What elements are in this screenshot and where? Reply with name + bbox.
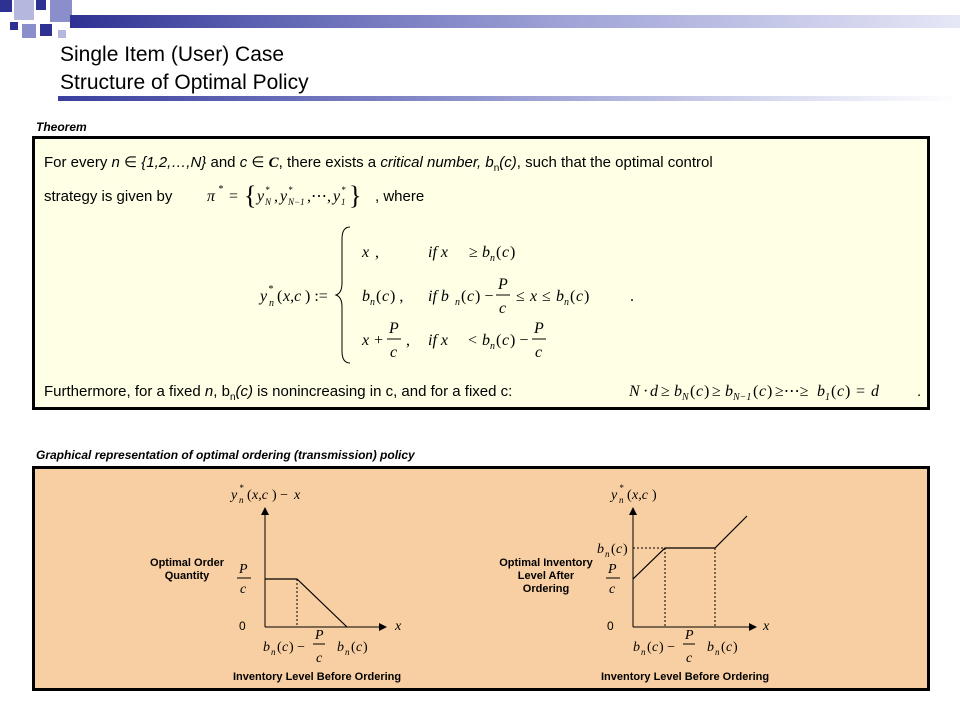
svg-text:*: * <box>239 483 244 493</box>
definition-trailing-dot: . <box>630 288 634 305</box>
svg-text:if b: if b <box>428 288 449 305</box>
left-x-axis-label: x <box>395 619 402 634</box>
svg-text:+: + <box>374 332 384 349</box>
svg-text:*: * <box>265 185 270 195</box>
svg-text:) −: ) − <box>510 332 529 349</box>
svg-text:): ) <box>510 244 516 261</box>
svg-text:y: y <box>231 488 238 503</box>
svg-text:b: b <box>482 244 490 261</box>
svg-text:n: n <box>269 298 274 309</box>
svg-text:d: d <box>650 383 658 400</box>
svg-text:): ) <box>652 488 657 503</box>
svg-text:P: P <box>239 562 248 577</box>
right-x-tick-2 <box>707 640 738 657</box>
svg-text:) −: ) − <box>289 640 306 655</box>
svg-text:c: c <box>726 640 733 655</box>
svg-text:,⋯,: ,⋯, <box>307 188 331 205</box>
header-square <box>10 22 18 30</box>
svg-text:(: ( <box>831 383 837 400</box>
svg-text:b: b <box>263 640 270 655</box>
svg-text:1: 1 <box>341 197 346 207</box>
svg-text:π: π <box>207 188 216 205</box>
svg-text:n: n <box>370 297 375 308</box>
right-zero-label: 0 <box>607 619 614 633</box>
svg-text:(: ( <box>611 542 616 557</box>
svg-text:b: b <box>674 383 682 400</box>
svg-text:x,c: x,c <box>632 488 648 503</box>
svg-text:): ) <box>733 640 738 655</box>
svg-text:P: P <box>608 562 617 577</box>
svg-text:(: ( <box>247 488 252 503</box>
svg-text:d: d <box>871 383 879 400</box>
svg-text:x: x <box>294 488 301 503</box>
svg-text:(: ( <box>753 383 759 400</box>
theorem-end-dot: . <box>917 383 922 400</box>
right-x-caption: Inventory Level Before Ordering <box>601 671 770 683</box>
theorem-where: , where <box>375 188 425 205</box>
svg-text:x: x <box>362 244 370 261</box>
svg-text:b: b <box>362 288 370 305</box>
svg-text:n: n <box>490 341 495 352</box>
svg-text:(: ( <box>277 288 283 305</box>
svg-text:P: P <box>315 628 324 643</box>
title-underline <box>58 96 960 101</box>
svg-text:(: ( <box>570 288 576 305</box>
svg-text:(: ( <box>461 288 467 305</box>
header-square <box>40 24 52 36</box>
svg-text:*: * <box>619 483 624 493</box>
svg-text:y: y <box>260 288 268 305</box>
svg-text:x,c: x,c <box>252 488 268 503</box>
svg-text:(: ( <box>496 244 502 261</box>
svg-text:if x: if x <box>428 332 448 349</box>
right-y-tick-pc <box>606 562 620 597</box>
header-square <box>36 0 46 10</box>
svg-text:x: x <box>362 332 370 349</box>
svg-text:): ) <box>767 383 773 400</box>
svg-text:c: c <box>282 640 289 655</box>
svg-text:*: * <box>288 185 293 195</box>
svg-text:c: c <box>240 582 247 597</box>
svg-text:): ) <box>704 383 710 400</box>
svg-text:n: n <box>271 647 276 657</box>
left-x-caption: Inventory Level Before Ordering <box>233 671 402 683</box>
svg-text:,: , <box>375 244 379 261</box>
svg-text:N: N <box>265 197 272 207</box>
svg-text:*: * <box>268 284 273 295</box>
left-zero-label: 0 <box>239 619 246 633</box>
svg-text:c: c <box>686 651 693 666</box>
svg-text:): ) <box>584 288 590 305</box>
svg-text:n: n <box>619 495 624 505</box>
right-x-tick-1 <box>633 628 695 666</box>
svg-text:) :=: ) := <box>305 288 328 305</box>
slide-title-line2: Structure of Optimal Policy <box>60 71 309 94</box>
svg-text:y: y <box>257 188 265 205</box>
svg-text:c: c <box>837 383 845 400</box>
svg-text:b: b <box>337 640 344 655</box>
svg-text:b: b <box>633 640 640 655</box>
right-y-tick-b <box>597 542 628 559</box>
svg-text:(: ( <box>690 383 696 400</box>
svg-text:N: N <box>682 392 689 403</box>
svg-text:,: , <box>274 188 278 205</box>
svg-text:(: ( <box>647 640 652 655</box>
svg-text:c: c <box>502 332 510 349</box>
svg-text:c: c <box>652 640 659 655</box>
svg-text:n: n <box>345 647 350 657</box>
svg-text:): ) <box>623 542 628 557</box>
svg-text:c: c <box>616 542 623 557</box>
svg-text:y: y <box>333 188 341 205</box>
right-x-axis-label: x <box>763 619 770 634</box>
header-square <box>50 0 72 22</box>
svg-text:N: N <box>629 383 640 400</box>
right-graph-svg <box>35 469 927 688</box>
svg-text:}: } <box>349 181 362 210</box>
svg-text:) ,: ) , <box>390 288 404 305</box>
svg-text:(: ( <box>351 640 356 655</box>
svg-text:(: ( <box>627 488 632 503</box>
svg-text:n: n <box>715 647 720 657</box>
svg-text:c: c <box>759 383 767 400</box>
svg-text:) −: ) − <box>475 288 494 305</box>
svg-text:c: c <box>316 651 323 666</box>
svg-text:c: c <box>609 582 616 597</box>
svg-text:c: c <box>499 300 507 317</box>
svg-text:b: b <box>817 383 825 400</box>
svg-text:·: · <box>643 383 649 400</box>
policy-formula <box>203 177 383 213</box>
svg-text:<: < <box>468 332 478 349</box>
svg-text:b: b <box>725 383 733 400</box>
slide-title-line1: Single Item (User) Case <box>60 43 285 66</box>
monotonicity-chain <box>627 375 927 405</box>
svg-text:,: , <box>406 332 410 349</box>
svg-text:b: b <box>556 288 564 305</box>
svg-text:): ) <box>363 640 368 655</box>
right-y-title <box>609 483 657 505</box>
svg-text:c: c <box>576 288 584 305</box>
svg-text:c: c <box>356 640 363 655</box>
header-square <box>14 0 34 20</box>
piecewise-definition <box>250 219 650 369</box>
left-y-label: Optimal Order Quantity <box>150 557 224 582</box>
svg-text:(: ( <box>277 640 282 655</box>
svg-text:x: x <box>530 288 538 305</box>
svg-text:n: n <box>239 495 244 505</box>
svg-text:P: P <box>498 276 508 293</box>
svg-text:n: n <box>605 549 610 559</box>
svg-text:(: ( <box>376 288 382 305</box>
header-square <box>0 0 12 12</box>
svg-text:*: * <box>218 184 223 195</box>
theorem-line-last: Furthermore, for a fixed n, $b_n(c)$ is nonincreasing in c, and for a fixed c: <box>44 383 513 403</box>
header-square <box>22 24 36 38</box>
svg-text:P: P <box>685 628 694 643</box>
svg-text:b: b <box>597 542 604 557</box>
svg-text:b: b <box>482 332 490 349</box>
theorem-line-2: strategy is given by <box>44 188 173 205</box>
svg-text:n: n <box>455 297 460 308</box>
svg-text:P: P <box>389 320 399 337</box>
svg-text:(: ( <box>496 332 502 349</box>
svg-text:=: = <box>856 383 866 400</box>
graphs-label: Graphical representation of optimal ordering (transmission) policy <box>36 448 415 462</box>
svg-text:≥: ≥ <box>661 383 670 400</box>
svg-text:x,c: x,c <box>283 288 302 305</box>
svg-text:{: { <box>244 181 257 210</box>
header-bar <box>70 15 960 28</box>
svg-text:≤: ≤ <box>516 288 525 305</box>
svg-text:c: c <box>535 344 543 361</box>
svg-text:(: ( <box>721 640 726 655</box>
svg-text:=: = <box>229 188 239 205</box>
svg-text:*: * <box>341 185 346 195</box>
svg-text:1: 1 <box>825 392 830 403</box>
svg-text:c: c <box>390 344 398 361</box>
svg-text:≥: ≥ <box>712 383 721 400</box>
svg-text:y: y <box>280 188 288 205</box>
svg-text:c: c <box>502 244 510 261</box>
svg-text:n: n <box>641 647 646 657</box>
svg-text:N−1: N−1 <box>733 392 752 403</box>
svg-text:) −: ) − <box>272 488 289 503</box>
theorem-label: Theorem <box>36 120 87 134</box>
header-square <box>58 30 66 38</box>
svg-text:y: y <box>611 488 618 503</box>
svg-text:N−1: N−1 <box>288 197 305 207</box>
svg-text:≥: ≥ <box>469 244 478 261</box>
svg-text:if x: if x <box>428 244 448 261</box>
svg-text:n: n <box>490 253 495 264</box>
svg-text:) −: ) − <box>659 640 676 655</box>
svg-text:b: b <box>707 640 714 655</box>
svg-text:c: c <box>382 288 390 305</box>
svg-text:≥⋯≥: ≥⋯≥ <box>775 383 809 400</box>
theorem-line-1: For every n ∈ {1,2,…,N} and c ∈ C, there exists a critical number, $b_n(c)$, such that the optimal control <box>44 154 713 174</box>
svg-text:n: n <box>564 297 569 308</box>
svg-text:P: P <box>534 320 544 337</box>
svg-text:≤: ≤ <box>542 288 551 305</box>
graph-box <box>32 466 930 691</box>
right-y-label: Optimal Inventory Level After Ordering <box>499 557 593 595</box>
theorem-box <box>32 136 930 410</box>
svg-text:c: c <box>696 383 704 400</box>
svg-text:c: c <box>467 288 475 305</box>
svg-text:): ) <box>845 383 851 400</box>
